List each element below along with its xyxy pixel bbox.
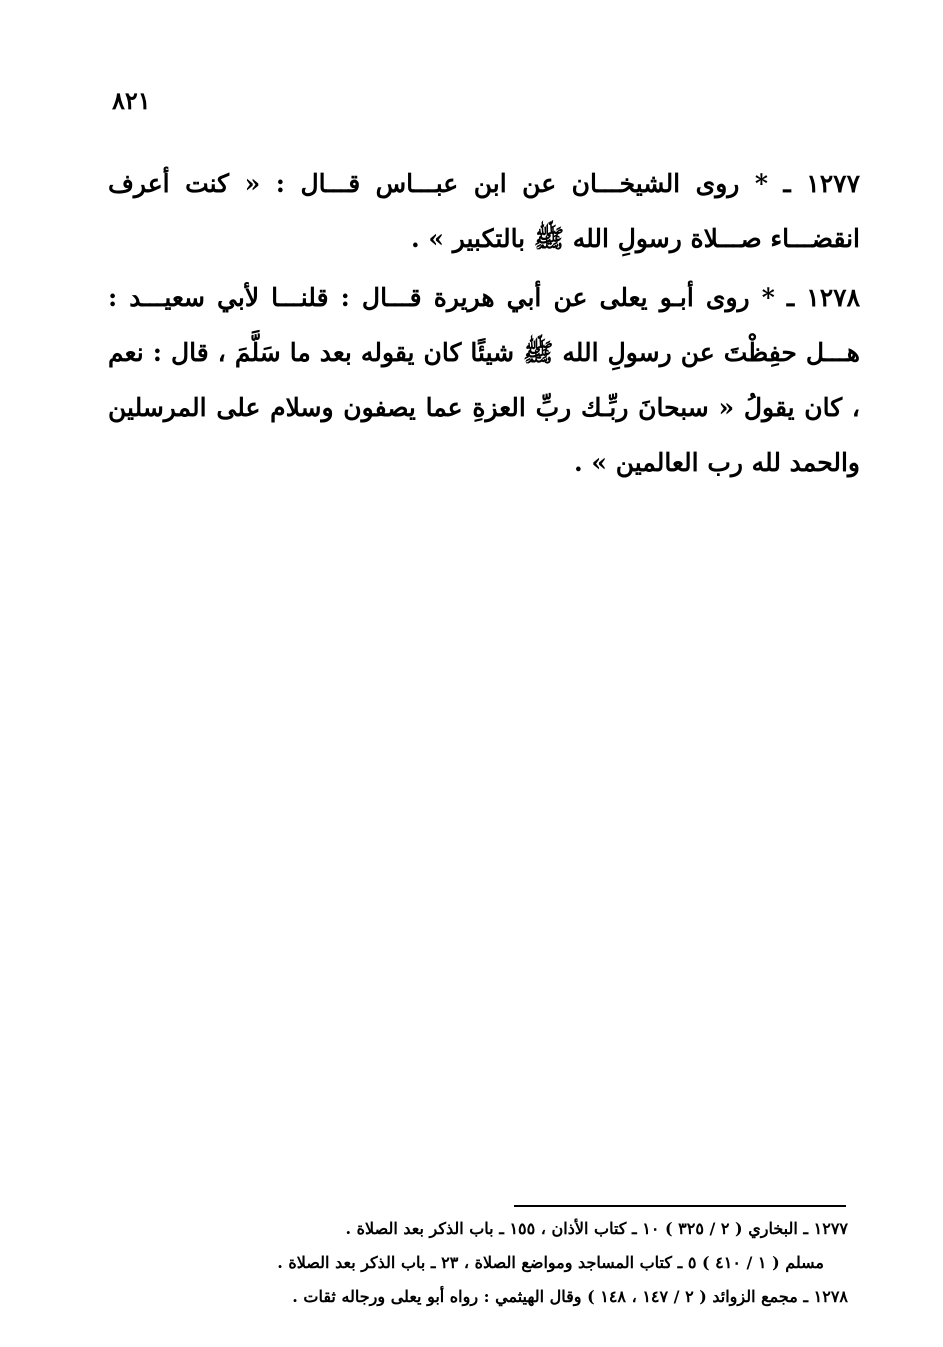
- footnote-1277-bukhari: ١٢٧٧ ـ البخاري ( ٢ / ٣٢٥ ) ١٠ ـ كتاب الأذان ، ١٥٥ ـ باب الذكر بعد الصلاة .: [345, 1219, 848, 1238]
- footnote-1278-majma: ١٢٧٨ ـ مجمع الزوائد ( ٢ / ١٤٧ ، ١٤٨ ) وقال الهيثمي : رواه أبو يعلى ورجاله ثقات .: [292, 1287, 848, 1306]
- main-text: [108, 156, 860, 494]
- hadith-entry-1278: ١٢٧٨ ـ * روى أبـو يعلى عن أبي هريرة قـــال : قلنـــا لأبي سعيـــد : هـــل حفِظْتَ عن رسولِ الله ﷺ شيئًا كان يقوله بعد ما سَلَّمَ ، قال : نعم ، كان يقولُ « سبحانَ ربِّـك ربِّ العزةِ عما يصفون وسلام على المرسلين والحمد لله رب العالمين » .: [108, 283, 860, 477]
- hadith-entry-1277: ١٢٧٧ ـ * روى الشيخـــان عن ابن عبـــاس قـــال : « كنت أعرف انقضـــاء صـــلاة رسولِ الله ﷺ بالتكبير » .: [108, 169, 860, 253]
- page-number: ٨٢١: [112, 86, 151, 115]
- footnote-divider: [514, 1205, 846, 1207]
- footnote-1277-muslim: مسلم ( ١ / ٤١٠ ) ٥ ـ كتاب المساجد ومواضع الصلاة ، ٢٣ ـ باب الذكر بعد الصلاة .: [277, 1253, 824, 1272]
- footnotes: [150, 1212, 848, 1314]
